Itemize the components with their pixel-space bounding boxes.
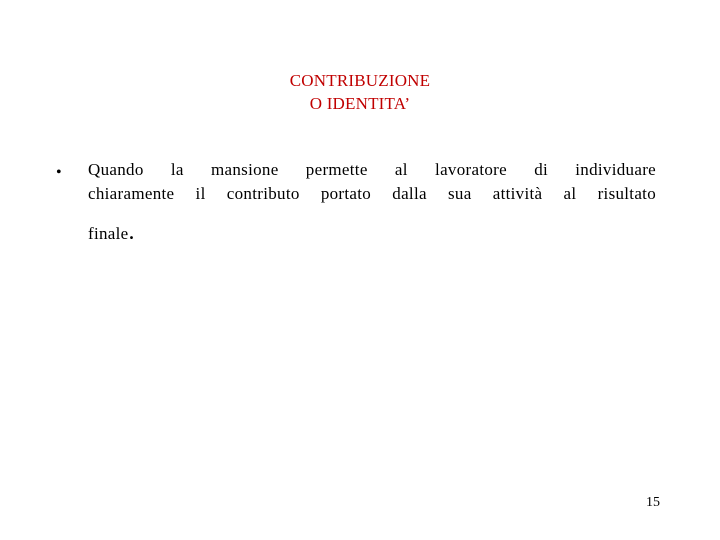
bullet-text-line-2: chiaramente il contributo portato dalla sua attività al risultato <box>88 184 656 203</box>
bullet-text-line-3 <box>88 220 656 246</box>
slide-title <box>160 69 560 115</box>
bullet-text-line-1: Quando la mansione permette al lavoratore di individuare <box>88 160 656 179</box>
bullet-text <box>88 158 656 206</box>
bullet-item <box>56 158 656 246</box>
bullet-list <box>56 158 656 246</box>
bullet-text-line-3-period: . <box>128 219 135 245</box>
slide-title-line-1: CONTRIBUZIONE <box>289 71 431 90</box>
slide-title-line-2: O IDENTITA’ <box>309 94 411 113</box>
bullet-icon: • <box>56 164 62 181</box>
page-number: 15 <box>646 495 660 510</box>
bullet-text-line-3-word: finale <box>88 224 129 243</box>
